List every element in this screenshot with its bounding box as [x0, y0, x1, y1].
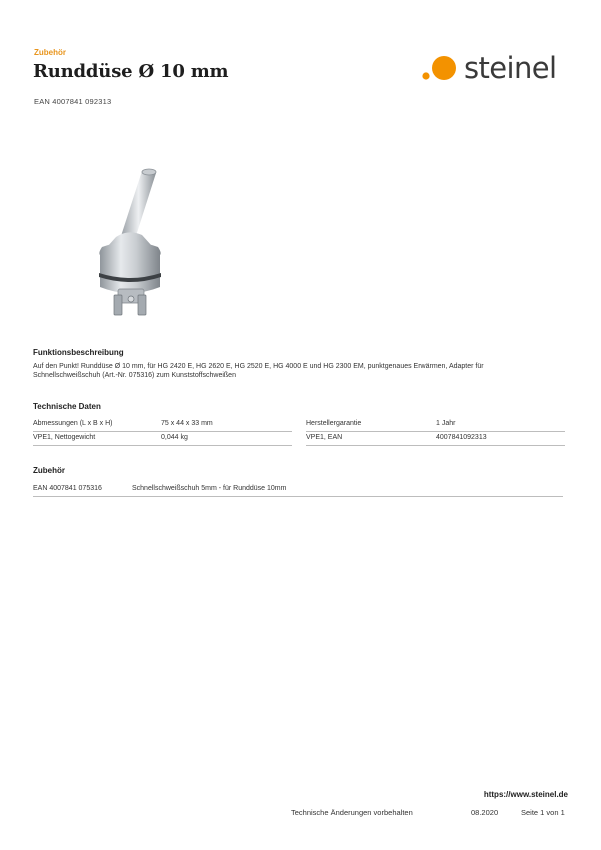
description-text: [33, 362, 533, 380]
accessory-ean: EAN 4007841 075316: [33, 485, 102, 492]
description-line-1: Auf den Punkt! Runddüse Ø 10 mm, für HG 2420 E, HG 2620 E, HG 2520 E, HG 4000 E und HG 2300 EM, punktgenaues Erwärmen, Adapter für: [33, 363, 484, 370]
spec-value: 1 Jahr: [436, 420, 456, 427]
spec-label: Herstellergarantie: [306, 420, 362, 427]
footer-note: Technische Änderungen vorbehalten: [291, 808, 413, 817]
spec-row: [33, 417, 292, 432]
category-label: Zubehör: [34, 48, 66, 57]
spec-label: VPE1, Nettogewicht: [33, 434, 96, 441]
spec-value: 0,044 kg: [161, 434, 188, 441]
spec-value: 75 x 44 x 33 mm: [161, 420, 213, 427]
spec-label: Abmessungen (L x B x H): [33, 420, 113, 427]
product-title: Runddüse Ø 10 mm: [33, 61, 229, 82]
footer-page: Seite 1 von 1: [521, 808, 565, 817]
spec-row: [306, 431, 565, 446]
accessories-heading: Zubehör: [33, 466, 65, 475]
product-ean: EAN 4007841 092313: [34, 97, 112, 106]
steinel-logo: [422, 50, 572, 86]
logo-text: steinel: [464, 51, 557, 85]
product-image: [80, 155, 190, 335]
spec-label: VPE1, EAN: [306, 434, 343, 441]
footer-url[interactable]: https://www.steinel.de: [483, 790, 568, 799]
accessory-row: [33, 482, 563, 497]
accessory-name: Schnellschweißschuh 5mm - für Runddüse 10mm: [132, 485, 287, 492]
description-heading: Funktionsbeschreibung: [33, 348, 124, 357]
description-line-2: Schnellschweißschuh (Art.-Nr. 075316) zum Kunststoffschweißen: [33, 372, 236, 380]
logo-dots-icon: [422, 50, 462, 86]
footer-date: 08.2020: [471, 808, 499, 817]
spec-value: 4007841092313: [436, 434, 487, 441]
technical-heading: Technische Daten: [33, 402, 101, 411]
spec-row: [306, 417, 565, 432]
spec-row: [33, 431, 292, 446]
